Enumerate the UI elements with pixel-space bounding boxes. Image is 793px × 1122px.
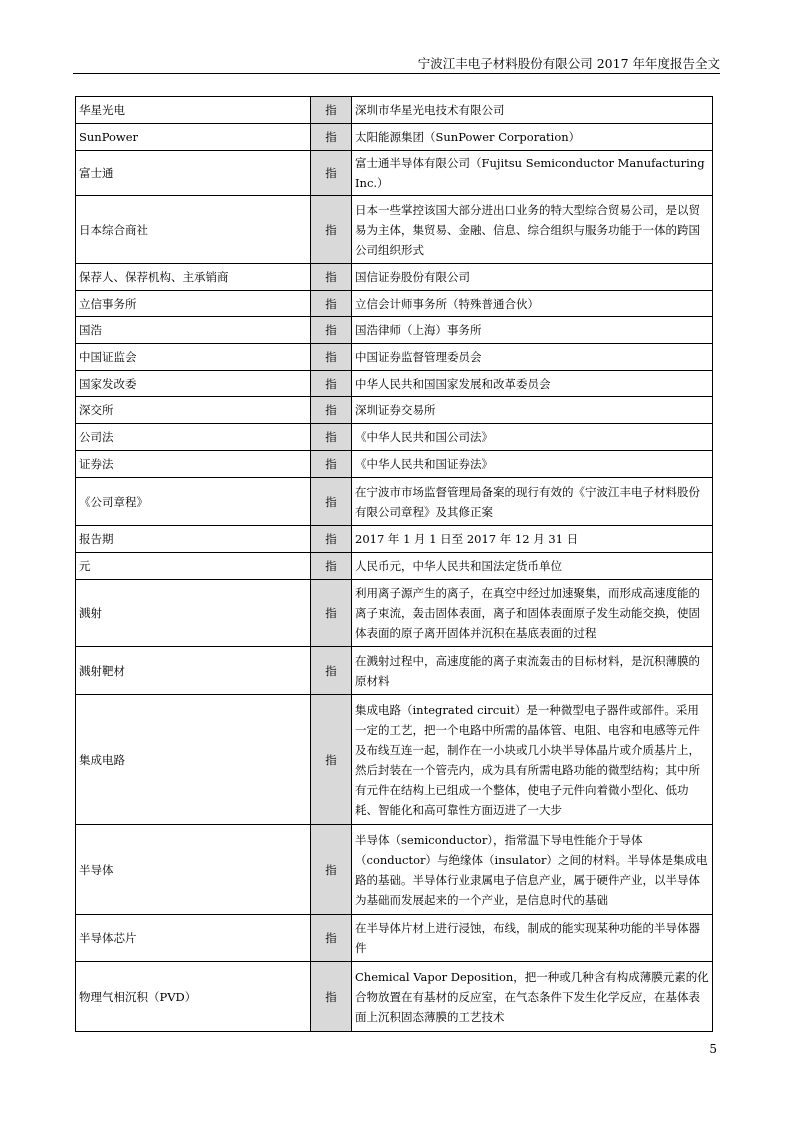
- table-row: [76, 124, 713, 151]
- table-row: [76, 196, 713, 264]
- page-number: 5: [709, 1042, 717, 1056]
- definition-cell: 利用离子源产生的离子，在真空中经过加速聚集，而形成高速度能的离子束流，轰击固体表面，离子和固体表面原子发生动能交换，使固体表面的原子离开固体并沉积在基底表面的过程: [352, 580, 713, 647]
- term-cell: 报告期: [76, 526, 311, 553]
- term-cell: 中国证监会: [76, 344, 311, 371]
- definition-cell: 半导体（semiconductor），指常温下导电性能介于导体（conductor）与绝缘体（insulator）之间的材料。半导体是集成电路的基础。半导体行业隶属电子信息产业，属于硬件产业，以半导体为基础而发展起来的一个产业，是信息时代的基础: [352, 825, 713, 915]
- table-row: [76, 478, 713, 526]
- definition-cell: 太阳能源集团（SunPower Corporation）: [352, 124, 713, 151]
- term-cell: 保荐人、保荐机构、主承销商: [76, 264, 311, 291]
- term-cell: 华星光电: [76, 97, 311, 124]
- term-cell: 元: [76, 553, 311, 580]
- table-row: [76, 291, 713, 317]
- separator-cell: 指: [311, 647, 352, 695]
- term-cell: 国浩: [76, 317, 311, 344]
- table-row: [76, 97, 713, 124]
- separator-cell: 指: [311, 344, 352, 371]
- separator-cell: 指: [311, 196, 352, 264]
- definition-cell: 日本一些掌控该国大部分进出口业务的特大型综合贸易公司，是以贸易为主体，集贸易、金融、信息、综合组织与服务功能于一体的跨国公司组织形式: [352, 196, 713, 264]
- header-rule: [73, 73, 720, 74]
- term-cell: SunPower: [76, 124, 311, 151]
- definition-cell: 立信会计师事务所（特殊普通合伙）: [352, 291, 713, 317]
- table-row: [76, 151, 713, 196]
- definition-cell: 深圳证券交易所: [352, 397, 713, 424]
- term-cell: 国家发改委: [76, 371, 311, 397]
- term-cell: 溅射: [76, 580, 311, 647]
- table-row: [76, 526, 713, 553]
- definition-cell: 在宁波市市场监督管理局备案的现行有效的《宁波江丰电子材料股份有限公司章程》及其修正案: [352, 478, 713, 526]
- definition-cell: 中国证券监督管理委员会: [352, 344, 713, 371]
- separator-cell: 指: [311, 478, 352, 526]
- definition-cell: 富士通半导体有限公司（Fujitsu Semiconductor Manufacturing Inc.）: [352, 151, 713, 196]
- separator-cell: 指: [311, 371, 352, 397]
- separator-cell: 指: [311, 151, 352, 196]
- separator-cell: 指: [311, 915, 352, 962]
- definition-cell: 集成电路（integrated circuit）是一种微型电子器件或部件。采用一定的工艺，把一个电路中所需的晶体管、电阻、电容和电感等元件及布线互连一起，制作在一小块或几小块半导体晶片或介质基片上，然后封装在一个管壳内，成为具有所需电路功能的微型结构；其中所有元件在结构上已组成一个整体，使电子元件向着微小型化、低功耗、智能化和高可靠性方面迈进了一大步: [352, 695, 713, 825]
- term-cell: 深交所: [76, 397, 311, 424]
- page-header: 宁波江丰电子材料股份有限公司 2017 年年度报告全文: [417, 56, 720, 71]
- table-row: [76, 371, 713, 397]
- separator-cell: 指: [311, 424, 352, 451]
- separator-cell: 指: [311, 580, 352, 647]
- definition-cell: 2017 年 1 月 1 日至 2017 年 12 月 31 日: [352, 526, 713, 553]
- table-row: [76, 825, 713, 915]
- table-row: [76, 264, 713, 291]
- definition-cell: 中华人民共和国国家发展和改革委员会: [352, 371, 713, 397]
- definition-cell: 人民币元，中华人民共和国法定货币单位: [352, 553, 713, 580]
- table-row: [76, 580, 713, 647]
- separator-cell: 指: [311, 264, 352, 291]
- separator-cell: 指: [311, 825, 352, 915]
- separator-cell: 指: [311, 526, 352, 553]
- table-row: [76, 553, 713, 580]
- term-cell: 证券法: [76, 451, 311, 478]
- separator-cell: 指: [311, 962, 352, 1032]
- table-row: [76, 915, 713, 962]
- separator-cell: 指: [311, 317, 352, 344]
- term-cell: 富士通: [76, 151, 311, 196]
- table-row: [76, 317, 713, 344]
- separator-cell: 指: [311, 451, 352, 478]
- term-cell: 溅射靶材: [76, 647, 311, 695]
- table-row: [76, 962, 713, 1032]
- term-cell: 公司法: [76, 424, 311, 451]
- term-cell: 日本综合商社: [76, 196, 311, 264]
- glossary-table: [75, 96, 713, 1032]
- table-row: [76, 344, 713, 371]
- term-cell: 半导体芯片: [76, 915, 311, 962]
- definition-cell: Chemical Vapor Deposition，把一种或几种含有构成薄膜元素的化合物放置在有基材的反应室，在气态条件下发生化学反应，在基体表面上沉积固态薄膜的工艺技术: [352, 962, 713, 1032]
- table-row: [76, 695, 713, 825]
- table-row: [76, 397, 713, 424]
- term-cell: 《公司章程》: [76, 478, 311, 526]
- term-cell: 半导体: [76, 825, 311, 915]
- separator-cell: 指: [311, 97, 352, 124]
- term-cell: 集成电路: [76, 695, 311, 825]
- separator-cell: 指: [311, 397, 352, 424]
- separator-cell: 指: [311, 124, 352, 151]
- definition-cell: 国浩律师（上海）事务所: [352, 317, 713, 344]
- definition-cell: 《中华人民共和国公司法》: [352, 424, 713, 451]
- separator-cell: 指: [311, 291, 352, 317]
- term-cell: 物理气相沉积（PVD）: [76, 962, 311, 1032]
- table-row: [76, 451, 713, 478]
- table-row: [76, 647, 713, 695]
- separator-cell: 指: [311, 553, 352, 580]
- definition-cell: 在溅射过程中，高速度能的离子束流轰击的目标材料，是沉积薄膜的原材料: [352, 647, 713, 695]
- definition-cell: 《中华人民共和国证券法》: [352, 451, 713, 478]
- separator-cell: 指: [311, 695, 352, 825]
- definition-cell: 在半导体片材上进行浸蚀，布线，制成的能实现某种功能的半导体器件: [352, 915, 713, 962]
- definition-cell: 国信证券股份有限公司: [352, 264, 713, 291]
- term-cell: 立信事务所: [76, 291, 311, 317]
- table-row: [76, 424, 713, 451]
- definition-cell: 深圳市华星光电技术有限公司: [352, 97, 713, 124]
